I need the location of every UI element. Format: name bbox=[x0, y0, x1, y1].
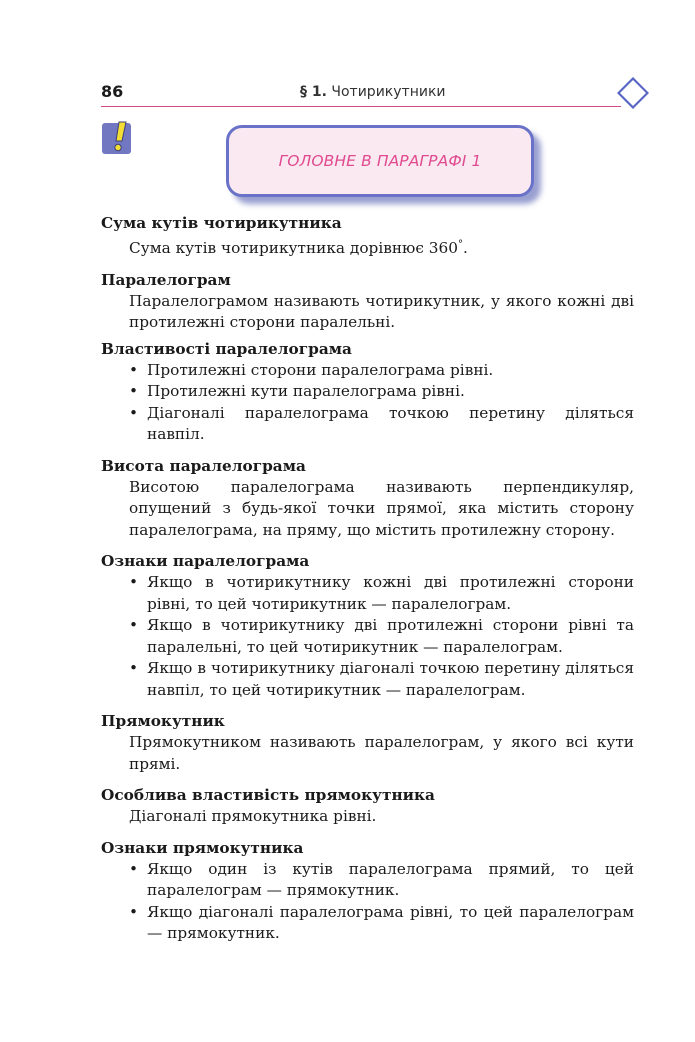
bullet-list bbox=[101, 360, 634, 446]
section-heading: Прямокутник bbox=[101, 712, 225, 731]
exclamation-icon bbox=[101, 120, 135, 156]
list-item: • Протилежні сторони паралелограма рівні. bbox=[129, 360, 634, 382]
chapter-summary-title: ГОЛОВНЕ В ПАРАГРАФІ 1 bbox=[278, 152, 482, 170]
section-rectangle-criteria bbox=[101, 837, 634, 945]
list-item: • Якщо один із кутів паралелограма прямий, то цей паралелограм — прямокутник. bbox=[129, 859, 634, 900]
section-parallelogram-properties bbox=[101, 338, 634, 446]
summary-content bbox=[101, 212, 634, 954]
bullet-icon: • bbox=[129, 573, 139, 592]
bullet-icon: • bbox=[129, 902, 139, 921]
section-text: Прямокутником називають паралелограм, у якого всі кути прямі. bbox=[129, 733, 634, 773]
section-heading: Ознаки прямокутника bbox=[101, 838, 304, 857]
section-angle-sum bbox=[101, 212, 634, 260]
list-item: • Діагоналі паралелограма точкою перетину діляться навпіл. bbox=[129, 403, 634, 444]
bullet-icon: • bbox=[129, 616, 139, 635]
diamond-icon bbox=[617, 77, 649, 109]
bullet-icon: • bbox=[129, 360, 139, 379]
section-heading: Особлива властивість прямокутника bbox=[101, 786, 435, 805]
list-item: • Якщо в чотирикутнику дві протилежні сторони рівні та паралельні, то цей чотирикутник — паралелограм. bbox=[129, 616, 634, 656]
list-item: • Якщо в чотирикутнику діагоналі точкою перетину діляться навпіл, то цей чотирикутник — паралелограм. bbox=[129, 659, 634, 699]
chapter-summary-title-box bbox=[226, 125, 534, 197]
section-label: § 1. bbox=[300, 84, 327, 100]
section-heading: Властивості паралелограма bbox=[101, 339, 352, 358]
degree-symbol: ° bbox=[457, 239, 463, 250]
bullet-icon: • bbox=[129, 859, 139, 878]
section-text: Паралелограмом називають чотирикутник, у якого кожні дві протилежні сторони паралельні. bbox=[129, 291, 634, 332]
section-text: Діагоналі прямокутника рівні. bbox=[129, 807, 377, 826]
bullet-list bbox=[101, 859, 634, 945]
list-item: • Якщо в чотирикутнику кожні дві протилежні сторони рівні, то цей чотирикутник — паралелограм. bbox=[129, 573, 634, 613]
header-rule bbox=[101, 106, 621, 107]
section-rectangle-property bbox=[101, 784, 634, 828]
list-item: • Протилежні кути паралелограма рівні. bbox=[129, 381, 634, 403]
page-number: 86 bbox=[101, 82, 124, 101]
bullet-icon: • bbox=[129, 659, 139, 678]
running-head bbox=[300, 84, 446, 100]
angle-sum-tail: . bbox=[462, 239, 468, 258]
bullet-icon: • bbox=[129, 403, 139, 422]
section-heading: Паралелограм bbox=[101, 270, 231, 289]
section-heading: Сума кутів чотирикутника bbox=[101, 214, 342, 232]
section-rectangle bbox=[101, 710, 634, 775]
bullet-icon: • bbox=[129, 382, 139, 401]
section-title: Чотирикутники bbox=[331, 84, 446, 100]
bullet-list bbox=[101, 572, 634, 701]
section-heading: Ознаки паралелограма bbox=[101, 552, 310, 571]
section-parallelogram-criteria bbox=[101, 550, 634, 701]
section-text: Висотою паралелограма називають перпендикуляр, опущений з будь-якої точки прямої, яка містить сторону паралелограма, на пряму, що містить протилежну сторону. bbox=[129, 477, 634, 539]
angle-sum-text: Сума кутів чотирикутника дорівнює 360 bbox=[129, 239, 458, 258]
list-item: • Якщо діагоналі паралелограма рівні, то цей паралелограм — прямокутник. bbox=[129, 902, 634, 943]
section-heading: Висота паралелограма bbox=[101, 456, 306, 475]
section-parallelogram bbox=[101, 269, 634, 334]
section-text bbox=[101, 234, 634, 260]
section-height bbox=[101, 455, 634, 542]
